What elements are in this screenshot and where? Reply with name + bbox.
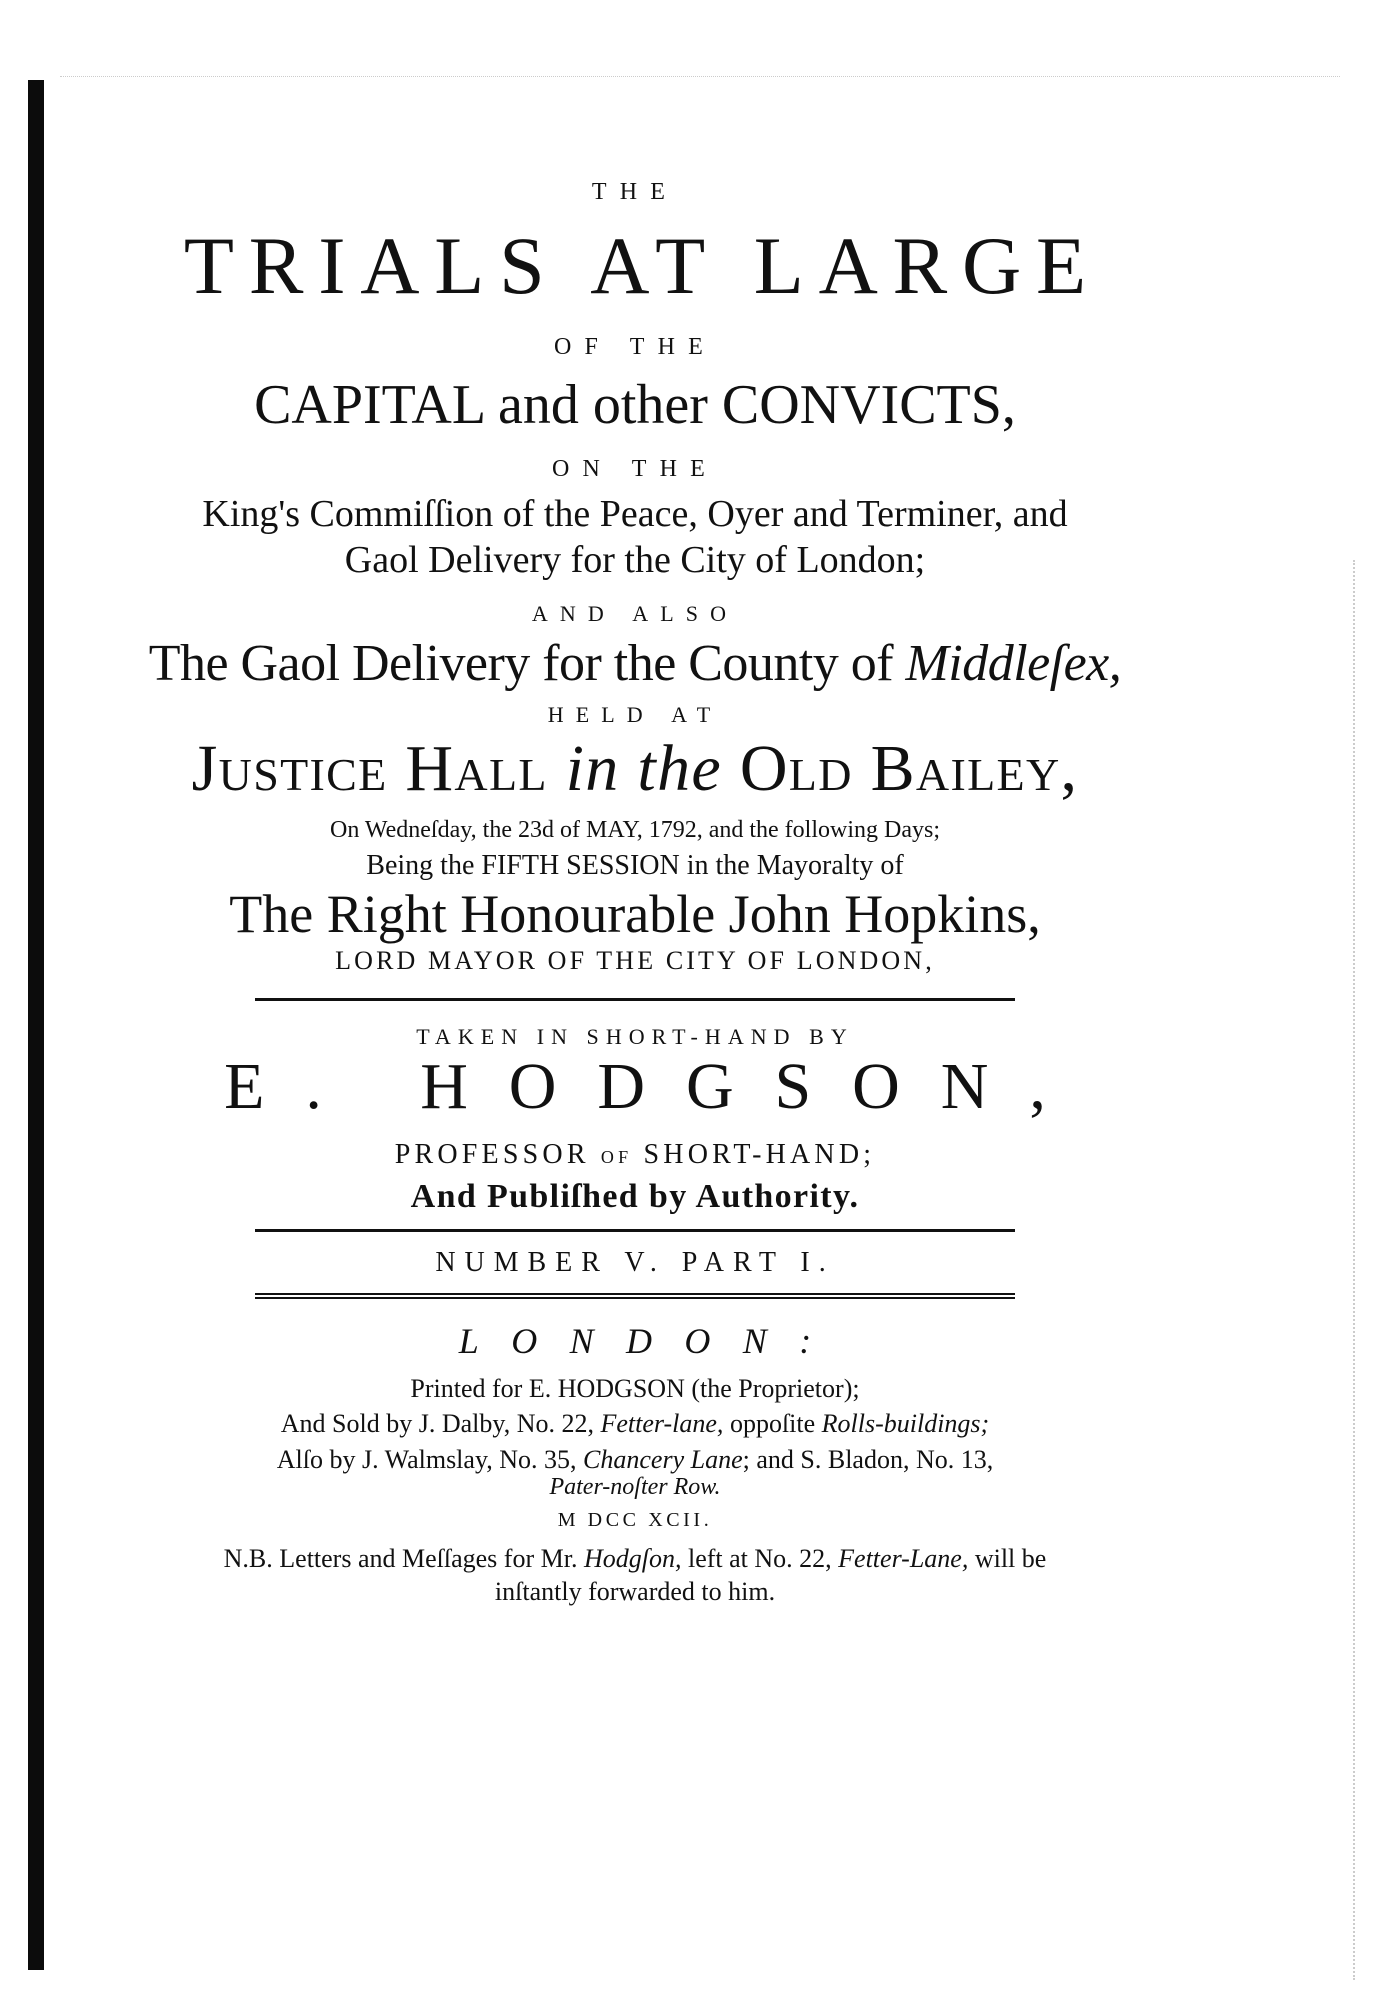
heading-the: THE	[591, 179, 679, 205]
nb-hodgson: Hodgſon,	[583, 1544, 682, 1574]
justice-hall-in-the: in the	[565, 732, 722, 806]
sold-by-part-2: oppoſite	[723, 1409, 822, 1439]
profession-of: OF	[600, 1146, 633, 1167]
scan-noise-right-edge	[1353, 560, 1357, 1980]
scan-noise-top	[60, 52, 1340, 77]
sold-by-line	[130, 1410, 1140, 1437]
justice-hall-line	[130, 732, 1140, 806]
profession-line	[130, 1140, 1140, 1169]
profession-part-2: SHORT-HAND;	[632, 1138, 876, 1170]
gaol-delivery-line	[130, 634, 1140, 692]
nb-part-3: will be	[968, 1544, 1047, 1574]
nb-note	[130, 1543, 1140, 1608]
title-page	[130, 180, 1140, 1608]
gaol-delivery-prefix: The Gaol Delivery for the County of	[148, 634, 906, 692]
main-title: TRIALS AT LARGE	[183, 220, 1101, 312]
mayor-title: LORD MAYOR OF THE CITY OF LONDON,	[335, 945, 935, 975]
commission-line-2: Gaol Delivery for the City of London;	[344, 539, 926, 582]
rule-middle	[255, 1229, 1015, 1232]
sold-by-part-1: And Sold by J. Dalby, No. 22,	[280, 1409, 601, 1439]
roman-date: M DCC XCII.	[557, 1509, 713, 1532]
rule-upper	[255, 998, 1015, 1001]
justice-hall-part-2: Old Bailey,	[722, 732, 1079, 806]
pater-noster-row: Pater-noſter Row.	[549, 1473, 721, 1500]
profession-part-1: PROFESSOR	[394, 1138, 601, 1170]
session-date-line: On Wedneſday, the 23d of MAY, 1792, and the following Days;	[329, 816, 940, 843]
published-by-authority: And Publiſhed by Authority.	[410, 1178, 860, 1216]
binding-edge	[28, 80, 44, 1970]
heading-held-at: HELD AT	[547, 702, 723, 728]
nb-fetter-lane: Fetter-Lane,	[838, 1544, 969, 1574]
sold-by-rolls-buildings: Rolls-buildings;	[821, 1409, 990, 1439]
nb-part-1: N.B. Letters and Meſſages for Mr.	[223, 1544, 584, 1574]
heading-of-the: OF THE	[553, 334, 717, 361]
justice-hall-part-1: Justice Hall	[191, 732, 566, 806]
heading-on-the: ON THE	[551, 456, 719, 483]
imprint-city: LONDON:	[458, 1321, 844, 1362]
taken-by-line: TAKEN IN SHORT-HAND BY	[416, 1024, 854, 1050]
gaol-delivery-county: Middleſex,	[905, 634, 1122, 692]
session-number-line: Being the FIFTH SESSION in the Mayoralty of	[366, 849, 904, 881]
sold-by-fetter-lane: Fetter-lane,	[600, 1409, 724, 1439]
nb-part-2: left at No. 22,	[681, 1544, 839, 1574]
mayor-name: The Right Honourable John Hopkins,	[229, 884, 1041, 945]
commission-line-1: King's Commiſſion of the Peace, Oyer and Terminer, and	[202, 493, 1068, 536]
printed-for-line: Printed for E. HODGSON (the Proprietor);	[410, 1373, 860, 1403]
heading-and-also: AND ALSO	[531, 600, 739, 626]
number-part-line: NUMBER V. PART I.	[435, 1246, 835, 1278]
rule-double	[255, 1293, 1015, 1299]
also-by-chancery-lane: Chancery Lane	[583, 1444, 743, 1474]
nb-line-2: inſtantly forwarded to him.	[494, 1576, 776, 1606]
also-by-line	[130, 1446, 1140, 1473]
capital-convicts-line: CAPITAL and other CONVICTS,	[254, 374, 1016, 437]
also-by-part-2: ; and S. Bladon, No. 13,	[742, 1444, 994, 1474]
reporter-name: E. HODGSON,	[224, 1050, 1087, 1124]
also-by-part-1: Alſo by J. Walmslay, No. 35,	[276, 1444, 584, 1474]
